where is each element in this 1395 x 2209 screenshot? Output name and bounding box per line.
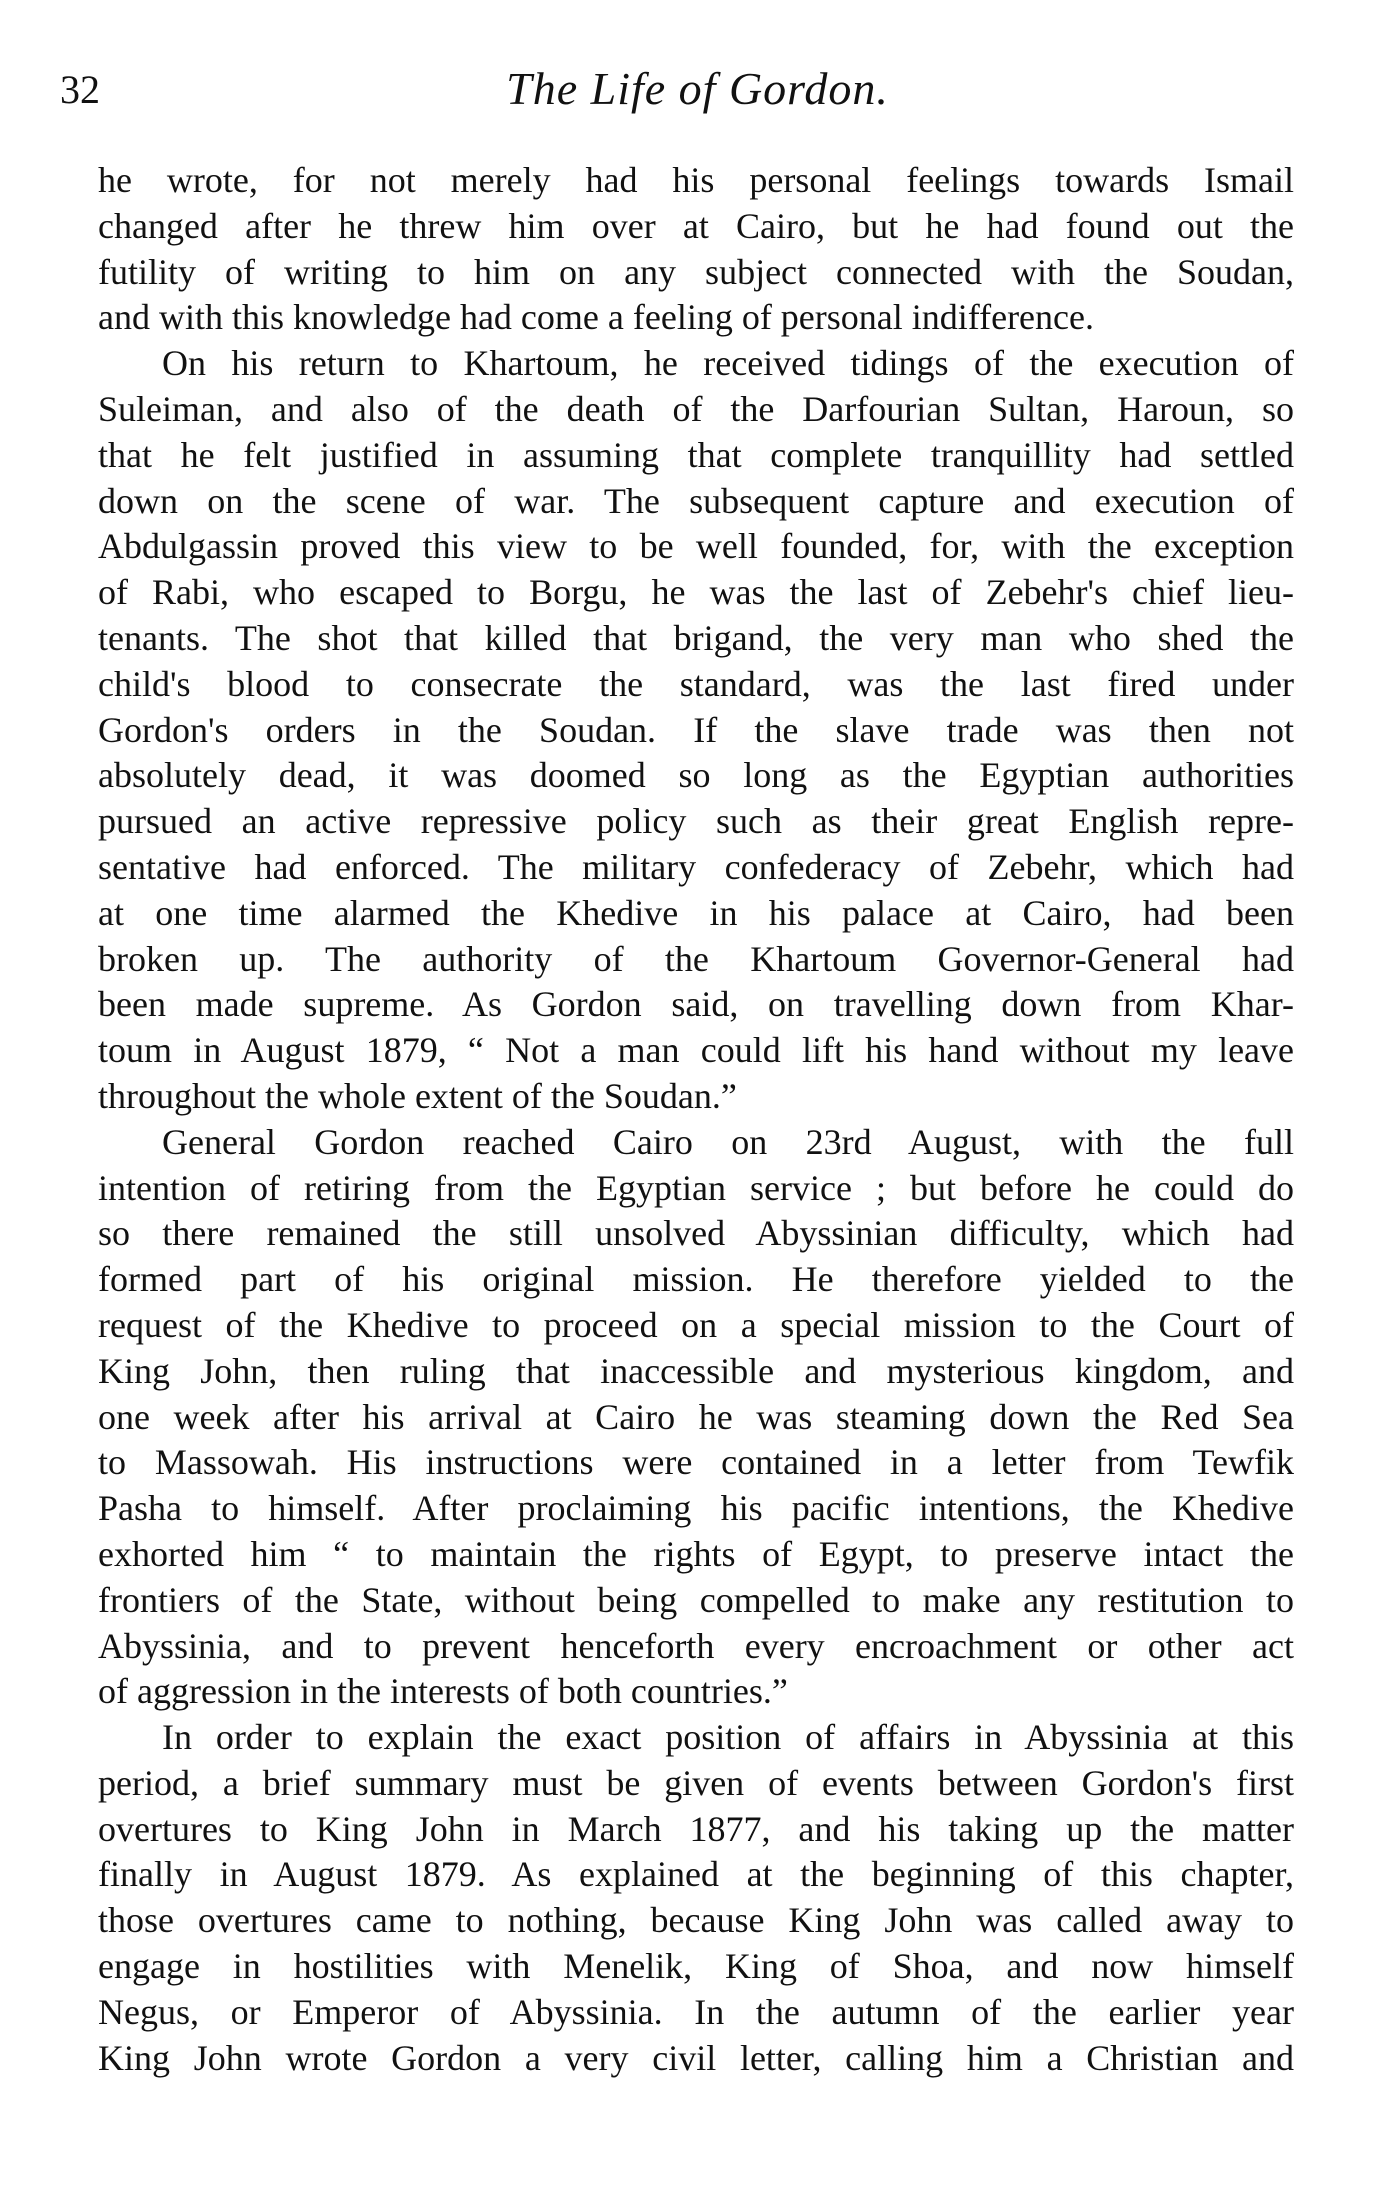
text-line: General Gordon reached Cairo on 23rd August, with the full: [162, 1121, 1294, 1162]
text-line: On his return to Khartoum, he received tidings of the execution of: [162, 343, 1294, 384]
body-text: [98, 158, 1294, 2081]
text-line: formed part of his original mission. He therefore yielded to the: [98, 1259, 1294, 1300]
running-title: The Life of Gordon.: [506, 63, 889, 114]
text-line: throughout the whole extent of the Soudan.”: [98, 1075, 737, 1116]
text-line: In order to explain the exact position of affairs in Abyssinia at this: [162, 1717, 1294, 1758]
text-line: at one time alarmed the Khedive in his palace at Cairo, had been: [98, 892, 1294, 933]
text-line: toum in August 1879, “ Not a man could lift his hand without my leave: [98, 1030, 1294, 1071]
text-line: King John, then ruling that inaccessible and mysterious kingdom, and: [98, 1350, 1294, 1391]
text-line: changed after he threw him over at Cairo, but he had found out the: [98, 205, 1294, 246]
text-line: request of the Khedive to proceed on a special mission to the Court of: [98, 1304, 1294, 1345]
text-line: Abyssinia, and to prevent henceforth every encroachment or other act: [98, 1625, 1294, 1666]
text-line: of aggression in the interests of both countries.”: [98, 1671, 788, 1712]
text-line: pursued an active repressive policy such as their great English repre-: [98, 801, 1294, 842]
text-line: Negus, or Emperor of Abyssinia. In the autumn of the earlier year: [98, 1991, 1294, 2032]
text-line: finally in August 1879. As explained at the beginning of this chapter,: [98, 1854, 1294, 1895]
text-line: absolutely dead, it was doomed so long as the Egyptian authorities: [98, 755, 1294, 796]
text-line: futility of writing to him on any subject connected with the Soudan,: [98, 251, 1294, 292]
page-header: [0, 62, 1395, 122]
text-line: child's blood to consecrate the standard, was the last fired under: [98, 663, 1294, 704]
text-line: Abdulgassin proved this view to be well founded, for, with the exception: [98, 526, 1294, 567]
text-line: of Rabi, who escaped to Borgu, he was the last of Zebehr's chief lieu-: [98, 572, 1294, 613]
text-line: frontiers of the State, without being compelled to make any restitution to: [98, 1579, 1294, 1620]
text-line: Gordon's orders in the Soudan. If the slave trade was then not: [98, 709, 1294, 750]
text-line: been made supreme. As Gordon said, on travelling down from Khar-: [98, 984, 1294, 1025]
text-line: broken up. The authority of the Khartoum Governor-General had: [98, 938, 1294, 979]
text-line: he wrote, for not merely had his personal feelings towards Ismail: [98, 160, 1294, 200]
text-line: to Massowah. His instructions were contained in a letter from Tewfik: [98, 1442, 1294, 1483]
text-line: exhorted him “ to maintain the rights of Egypt, to preserve intact the: [98, 1533, 1294, 1574]
text-line: overtures to King John in March 1877, and his taking up the matter: [98, 1808, 1294, 1849]
text-line: that he felt justified in assuming that complete tranquillity had settled: [98, 434, 1294, 475]
page-number: 32: [60, 67, 100, 112]
text-line: tenants. The shot that killed that brigand, the very man who shed the: [98, 617, 1294, 658]
text-line: period, a brief summary must be given of events between Gordon's first: [98, 1762, 1294, 1803]
text-line: King John wrote Gordon a very civil letter, calling him a Christian and: [98, 2037, 1294, 2078]
text-line: down on the scene of war. The subsequent capture and execution of: [98, 480, 1294, 521]
text-line: sentative had enforced. The military confederacy of Zebehr, which had: [98, 846, 1294, 887]
text-line: intention of retiring from the Egyptian service ; but before he could do: [98, 1167, 1294, 1208]
text-line: and with this knowledge had come a feeling of personal indifference.: [98, 297, 1094, 338]
text-line: Pasha to himself. After proclaiming his pacific intentions, the Khedive: [98, 1488, 1294, 1529]
text-line: so there remained the still unsolved Abyssinian difficulty, which had: [98, 1213, 1294, 1254]
text-line: one week after his arrival at Cairo he was steaming down the Red Sea: [98, 1396, 1294, 1437]
text-line: engage in hostilities with Menelik, King of Shoa, and now himself: [98, 1946, 1294, 1987]
text-line: Suleiman, and also of the death of the Darfourian Sultan, Haroun, so: [98, 388, 1294, 429]
text-line: those overtures came to nothing, because King John was called away to: [98, 1900, 1294, 1941]
